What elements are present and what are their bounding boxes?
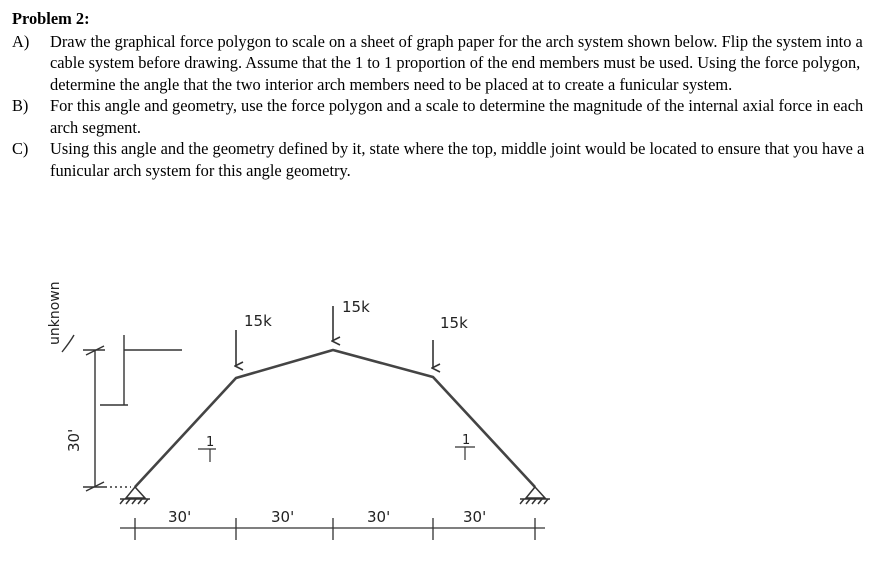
slope-indicator-left <box>198 435 216 462</box>
span-label-1: 30' <box>168 508 192 526</box>
part-c-letter: C) <box>12 139 29 158</box>
part-a-text: Draw the graphical force polygon to scale on a sheet of graph paper for the arch system shown below. Flip the system into a cable system before drawing. Assume that the 1 to 1 proportion of the end members must be used. Using the force polygon, determine the angle that the two interior arch members need to be placed at to create a funicular system. <box>50 31 863 94</box>
part-b-letter: B) <box>12 96 29 115</box>
span-label-4: 30' <box>463 508 487 526</box>
load-label-left: 15k <box>244 312 272 330</box>
part-a-letter: A) <box>12 31 30 51</box>
span-label-2: 30' <box>271 508 295 526</box>
slope-indicator-right <box>455 433 475 460</box>
load-label-middle: 15k <box>342 298 370 316</box>
arch-members <box>135 350 535 487</box>
right-pin-support <box>520 487 550 504</box>
load-label-right: 15k <box>440 314 468 332</box>
svg-text:1: 1 <box>462 433 471 448</box>
span-label-3: 30' <box>367 508 391 526</box>
part-b-text: For this angle and geometry, use the force polygon and a scale to determine the magnitude of the internal axial force in each arch segment. <box>50 96 864 137</box>
problem-title: Problem 2: <box>12 9 90 28</box>
unknown-label: unknown <box>47 281 63 345</box>
svg-text:1: 1 <box>206 435 215 450</box>
unknown-height-dimension <box>62 335 182 405</box>
height-label: 30' <box>65 428 83 452</box>
left-pin-support <box>120 487 150 504</box>
part-c-text: Using this angle and the geometry defined by it, state where the top, middle joint would be located to ensure that you have a funicular arch system for this angle geometry. <box>50 139 865 180</box>
